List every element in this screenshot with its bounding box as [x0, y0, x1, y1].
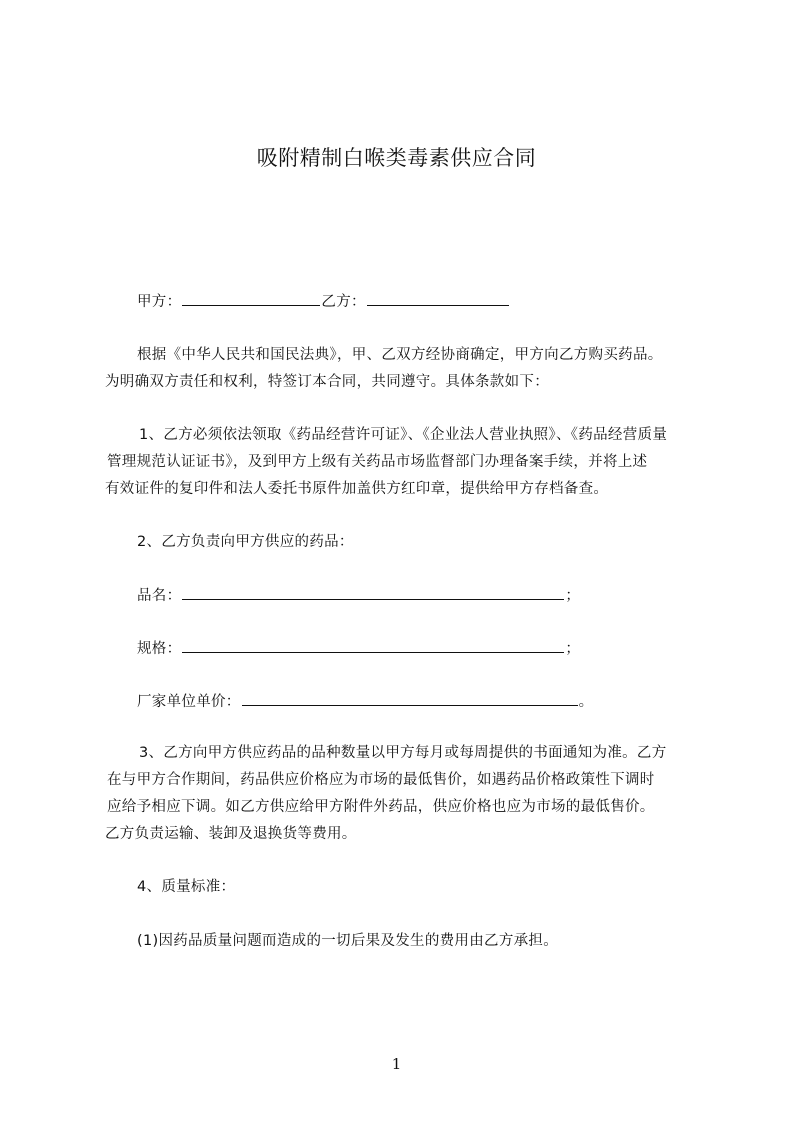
party-b-label: 乙方：: [321, 294, 366, 310]
clause-1-line-1: 1、乙方必须依法领取《药品经营许可证》、《企业法人营业执照》、《药品经营质量: [139, 427, 668, 443]
price-label: 厂家单位单价：: [137, 694, 241, 710]
price-blank: [242, 691, 578, 706]
clause-3-line-1: 3、乙方向甲方供应药品的品种数量以甲方每月或每周提供的书面通知为准。乙方: [139, 745, 667, 761]
product-name-blank: [182, 585, 564, 600]
product-name-end: ；: [565, 588, 581, 604]
document-title: 吸附精制白喉类毒素供应合同: [256, 146, 537, 170]
clause-1-line-2: 管理规范认证证书》，及到甲方上级有关药品市场监督部门办理备案手续，并将上述: [107, 454, 648, 470]
clause-1-line-3: 有效证件的复印件和法人委托书原件加盖供方红印章，提供给甲方存档备查。: [105, 481, 609, 497]
intro-line-2: 为明确双方责任和权利，特签订本合同，共同遵守。具体条款如下：: [105, 374, 549, 390]
price-line: [137, 691, 593, 712]
clause-3-line-3: 应给予相应下调。如乙方供应给甲方附件外药品，供应价格也应为市场的最低售价。: [107, 799, 655, 815]
intro-line-1: 根据《中华人民共和国民法典》，甲、乙双方经协商确定，甲方向乙方购买药品。: [137, 347, 663, 363]
clause-3-line-2: 在与甲方合作期间，药品供应价格应为市场的最低售价，如遇药品价格政策性下调时: [107, 772, 655, 788]
clause-2-heading: 2、乙方负责向甲方供应的药品：: [137, 534, 354, 550]
spec-line: [137, 638, 580, 659]
party-b-blank: [367, 291, 509, 306]
spec-blank: [182, 638, 564, 653]
parties-line: [137, 291, 510, 312]
price-end: 。: [578, 694, 594, 710]
spec-label: 规格：: [137, 641, 182, 657]
party-a-blank: [182, 291, 320, 306]
party-a-label: 甲方：: [137, 294, 182, 310]
product-name-line: [137, 585, 580, 606]
clause-4-heading: 4、质量标准：: [137, 879, 236, 895]
clause-4-item-1: (1)因药品质量问题而造成的一切后果及发生的费用由乙方承担。: [137, 933, 559, 949]
page-number: 1: [391, 1055, 402, 1073]
clause-3-line-4: 乙方负责运输、装卸及退换货等费用。: [105, 826, 357, 842]
product-name-label: 品名：: [137, 588, 182, 604]
spec-end: ；: [565, 641, 581, 657]
